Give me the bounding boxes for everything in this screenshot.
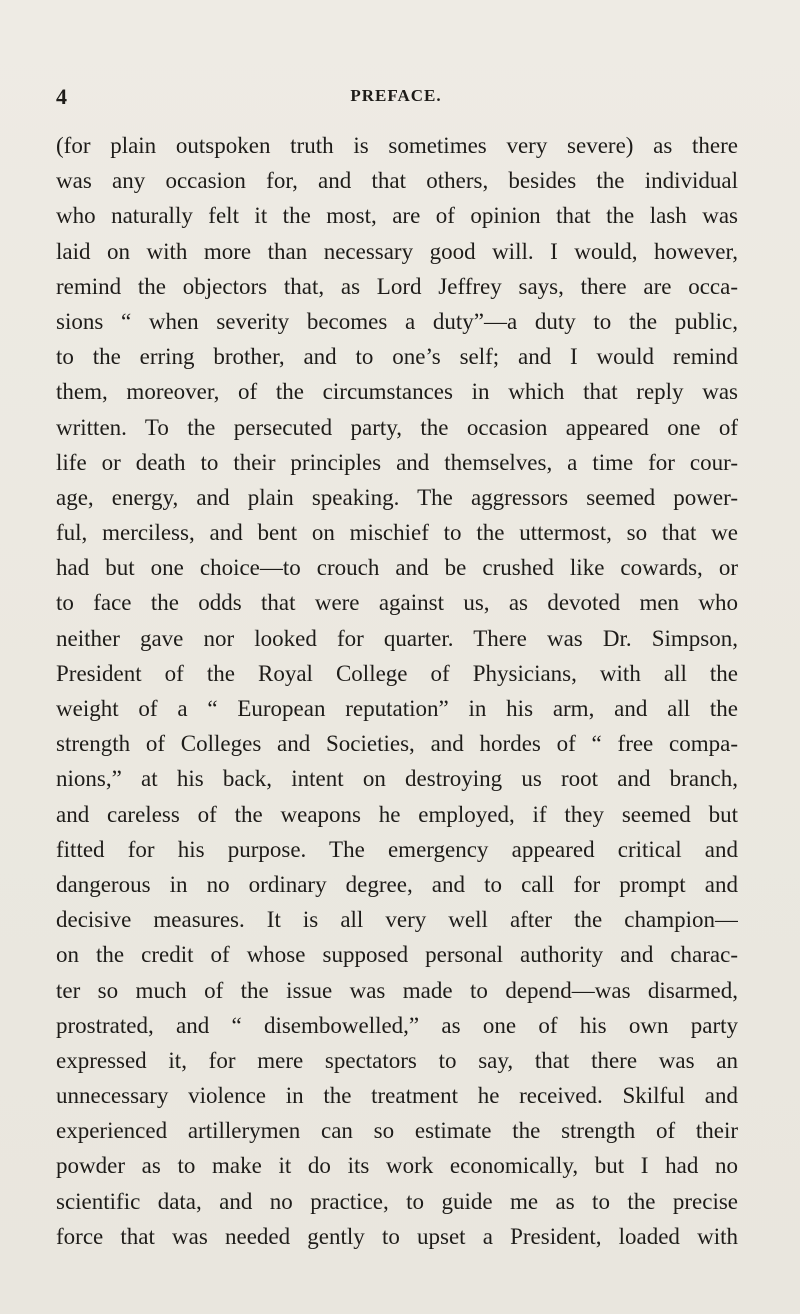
- text-line: unnecessary violence in the treatment he received. Skilful and: [56, 1083, 738, 1109]
- text-line: strength of Colleges and Societies, and hordes of “ free compa-: [56, 731, 738, 757]
- text-line: written. To the persecuted party, the occasion appeared one of: [56, 414, 738, 440]
- text-line: force that was needed gently to upset a President, loaded with: [56, 1223, 738, 1249]
- text-line: fitted for his purpose. The emergency appeared critical and: [56, 836, 738, 862]
- text-line: on the credit of whose supposed personal authority and charac-: [56, 942, 738, 968]
- text-line: remind the objectors that, as Lord Jeffrey says, there are occa-: [56, 273, 738, 299]
- text-line: weight of a “ European reputation” in his arm, and all the: [56, 696, 738, 721]
- text-line: ter so much of the issue was made to depend—was disarmed,: [56, 977, 738, 1003]
- text-line: prostrated, and “ disembowelled,” as one of his own party: [56, 1012, 738, 1038]
- text-line: to the erring brother, and to one’s self; and I would remind: [56, 344, 738, 370]
- text-line: to face the odds that were against us, as devoted men who: [56, 590, 738, 616]
- text-line: age, energy, and plain speaking. The aggressors seemed power-: [56, 484, 738, 510]
- text-line: them, moreover, of the circumstances in which that reply was: [56, 379, 738, 405]
- text-line: was any occasion for, and that others, besides the individual: [56, 168, 738, 194]
- body-text: [56, 128, 738, 1254]
- page-header: [56, 84, 736, 114]
- text-line: had but one choice—to crouch and be crushed like cowards, or: [56, 555, 738, 581]
- text-line: nions,” at his back, intent on destroying us root and branch,: [56, 766, 738, 792]
- text-line: (for plain outspoken truth is sometimes very severe) as there: [56, 133, 738, 158]
- text-line: laid on with more than necessary good will. I would, however,: [56, 238, 738, 264]
- text-line: President of the Royal College of Physicians, with all the: [56, 660, 738, 686]
- text-line: expressed it, for mere spectators to say, that there was an: [56, 1047, 738, 1073]
- running-head: PREFACE.: [350, 86, 442, 105]
- text-line: neither gave nor looked for quarter. There was Dr. Simpson,: [56, 625, 738, 651]
- text-line: and careless of the weapons he employed, if they seemed but: [56, 801, 738, 827]
- text-line: experienced artillerymen can so estimate the strength of their: [56, 1118, 738, 1144]
- text-line: life or death to their principles and themselves, a time for cour-: [56, 449, 738, 475]
- text-line: powder as to make it do its work economically, but I had no: [56, 1153, 738, 1179]
- text-line: ful, merciless, and bent on mischief to the uttermost, so that we: [56, 520, 738, 546]
- page-number: 4: [56, 84, 67, 109]
- text-line: sions “ when severity becomes a duty”—a duty to the public,: [56, 308, 738, 334]
- text-line: dangerous in no ordinary degree, and to call for prompt and: [56, 871, 738, 897]
- text-line: scientific data, and no practice, to guide me as to the precise: [56, 1188, 738, 1214]
- text-line: who naturally felt it the most, are of opinion that the lash was: [56, 203, 738, 229]
- text-line: decisive measures. It is all very well after the champion—: [56, 907, 738, 933]
